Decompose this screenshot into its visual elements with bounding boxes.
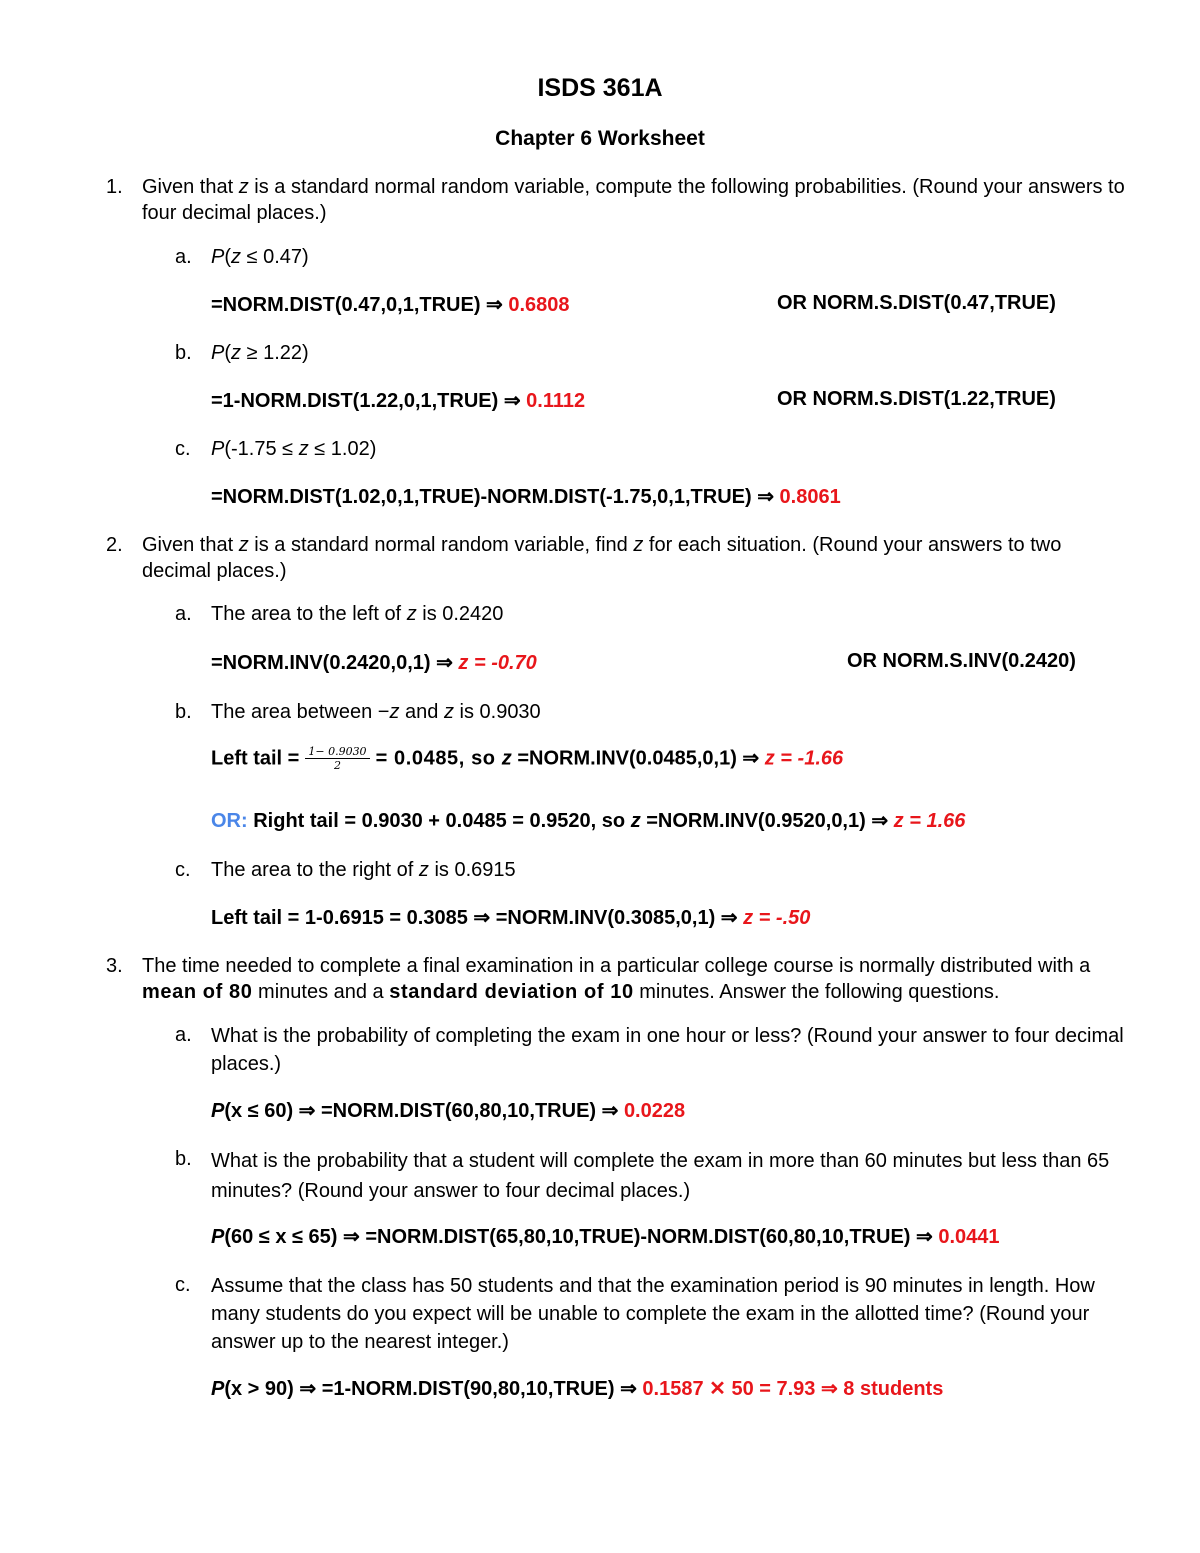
subpart-1c-expression: P(-1.75 ≤ z ≤ 1.02) <box>211 438 377 460</box>
subpart-letter: b. <box>175 1148 192 1170</box>
answer-2b-right-tail: OR: Right tail = 0.9030 + 0.0485 = 0.9520, so z =NORM.INV(0.9520,0,1) ⇒ z = 1.66 <box>211 810 966 832</box>
answer-1a: =NORM.DIST(0.47,0,1,TRUE) ⇒ 0.6808 <box>211 294 570 316</box>
subpart-3c-text: Assume that the class has 50 students and that the examination period is 90 minutes in length. How many students do you expect will be unable to complete the exam in the allotted time? (Round your answer up to the nearest integer.) <box>211 1275 1095 1353</box>
answer-2a: =NORM.INV(0.2420,0,1) ⇒ z = -0.70 <box>211 652 537 674</box>
result-value: z = -.50 <box>743 907 811 929</box>
subpart-letter: a. <box>175 1024 192 1046</box>
subpart-letter: c. <box>175 1274 191 1296</box>
result-value: 0.1587 ✕ 50 = 7.93 ⇒ 8 students <box>642 1378 944 1400</box>
question-number: 2. <box>106 534 123 556</box>
question-2-prompt: Given that z is a standard normal random variable, find z for each situation. (Round your answers to two decimal places.) <box>142 534 1062 582</box>
subpart-3b-text: What is the probability that a student will complete the exam in more than 60 minutes but less than 65 minutes? (Round your answer to four decimal places.) <box>211 1150 1110 1202</box>
subpart-1b-expression: P(z ≥ 1.22) <box>211 342 309 364</box>
alternative-1b: OR NORM.S.DIST(1.22,TRUE) <box>777 388 1056 410</box>
answer-1b: =1-NORM.DIST(1.22,0,1,TRUE) ⇒ 0.1112 <box>211 390 586 412</box>
answer-2c: Left tail = 1-0.6915 = 0.3085 ⇒ =NORM.INV(0.3085,0,1) ⇒ z = -.50 <box>211 907 811 929</box>
result-value: 0.6808 <box>508 294 570 316</box>
subpart-1a-expression: P(z ≤ 0.47) <box>211 246 309 268</box>
result-value: 0.0228 <box>623 1100 686 1122</box>
subpart-2c-text: The area to the right of z is 0.6915 <box>211 859 516 881</box>
subpart-3a-text: What is the probability of completing the exam in one hour or less? (Round your answer to four decimal places.) <box>211 1025 1124 1075</box>
question-1-prompt: Given that z is a standard normal random variable, compute the following probabilities. (Round your answers to four decimal places.) <box>142 176 1125 224</box>
question-3-prompt: The time needed to complete a final examination in a particular college course is normally distributed with a mean of 80 minutes and a standard deviation of 10 minutes. Answer the following questions. <box>142 955 1091 1003</box>
result-value: z = -1.66 <box>764 747 844 770</box>
subpart-2a-text: The area to the left of z is 0.2420 <box>211 603 504 625</box>
subpart-letter: c. <box>175 859 191 881</box>
answer-3b: P(60 ≤ x ≤ 65) ⇒ =NORM.DIST(65,80,10,TRUE)-NORM.DIST(60,80,10,TRUE) ⇒ 0.0441 <box>211 1226 1000 1248</box>
subpart-2b-text: The area between −z and z is 0.9030 <box>211 701 541 723</box>
subpart-letter: b. <box>175 701 192 723</box>
result-value: 0.8061 <box>779 486 841 508</box>
answer-3c: P(x > 90) ⇒ =1-NORM.DIST(90,80,10,TRUE) ⇒ 0.1587 ✕ 50 = 7.93 ⇒ 8 students <box>211 1378 944 1400</box>
subpart-letter: a. <box>175 246 192 268</box>
result-value: 0.0441 <box>938 1226 1000 1248</box>
question-number: 1. <box>106 176 123 198</box>
subpart-letter: c. <box>175 438 191 460</box>
subpart-letter: a. <box>175 603 192 625</box>
document-subtitle: Chapter 6 Worksheet <box>495 127 705 150</box>
alternative-2a: OR NORM.S.INV(0.2420) <box>847 650 1076 672</box>
or-label: OR: <box>211 810 248 832</box>
question-number: 3. <box>106 955 123 977</box>
answer-2b-left-tail: Left tail = $\frac{1- 0.9030}{2}$ = 0.0485, so z =NORM.INV(0.0485,0,1) ⇒ z = -1.66 <box>211 745 844 772</box>
document-title: ISDS 361A <box>537 74 663 102</box>
fraction: $\frac{1- 0.9030}{2}$ <box>305 745 369 773</box>
alternative-1a: OR NORM.S.DIST(0.47,TRUE) <box>777 292 1056 314</box>
answer-1c: =NORM.DIST(1.02,0,1,TRUE)-NORM.DIST(-1.75,0,1,TRUE) ⇒ 0.8061 <box>211 486 841 508</box>
result-value: z = 1.66 <box>893 810 966 832</box>
result-value: 0.1112 <box>526 390 586 412</box>
subpart-letter: b. <box>175 342 192 364</box>
result-value: z = -0.70 <box>458 652 537 674</box>
answer-3a: P(x ≤ 60) ⇒ =NORM.DIST(60,80,10,TRUE) ⇒ 0.0228 <box>211 1100 686 1122</box>
